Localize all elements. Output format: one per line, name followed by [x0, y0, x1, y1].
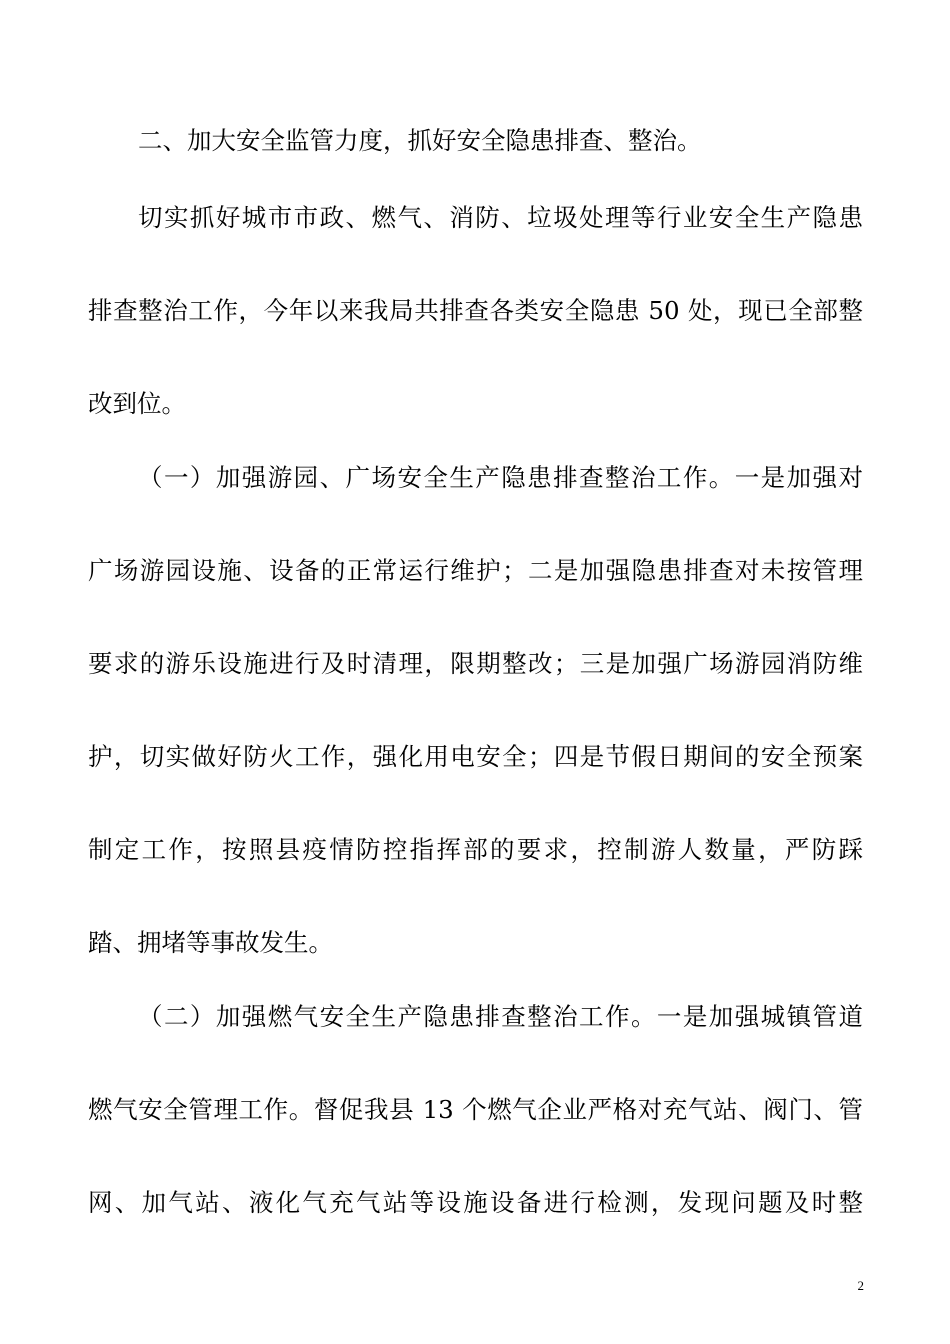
page-number: 2 [857, 1278, 864, 1293]
subsection-2-line-2: 燃气安全管理工作。督促我县 13 个燃气企业严格对充气站、阀门、管 [88, 1095, 863, 1124]
paragraph-line-3: 改到位。 [88, 389, 186, 418]
subsection-1-line-1: （一）加强游园、广场安全生产隐患排查整治工作。一是加强对 [138, 463, 863, 492]
subsection-1-line-2: 广场游园设施、设备的正常运行维护；二是加强隐患排查对未按管理 [88, 556, 863, 585]
subsection-1-line-6: 踏、拥堵等事故发生。 [88, 928, 333, 957]
paragraph-line-1: 切实抓好城市市政、燃气、消防、垃圾处理等行业安全生产隐患 [138, 203, 863, 232]
paragraph-line-2: 排查整治工作，今年以来我局共排查各类安全隐患 50 处，现已全部整 [88, 296, 863, 325]
subsection-2-line-3: 网、加气站、液化气充气站等设施设备进行检测，发现问题及时整 [88, 1188, 863, 1217]
subsection-1-line-3: 要求的游乐设施进行及时清理，限期整改；三是加强广场游园消防维 [88, 649, 863, 678]
subsection-1-line-4: 护，切实做好防火工作，强化用电安全；四是节假日期间的安全预案 [88, 742, 863, 771]
subsection-2-line-1: （二）加强燃气安全生产隐患排查整治工作。一是加强城镇管道 [138, 1002, 863, 1031]
subsection-1-line-5: 制定工作，按照县疫情防控指挥部的要求，控制游人数量，严防踩 [88, 835, 863, 864]
section-heading-2: 二、加大安全监管力度，抓好安全隐患排查、整治。 [138, 126, 702, 155]
